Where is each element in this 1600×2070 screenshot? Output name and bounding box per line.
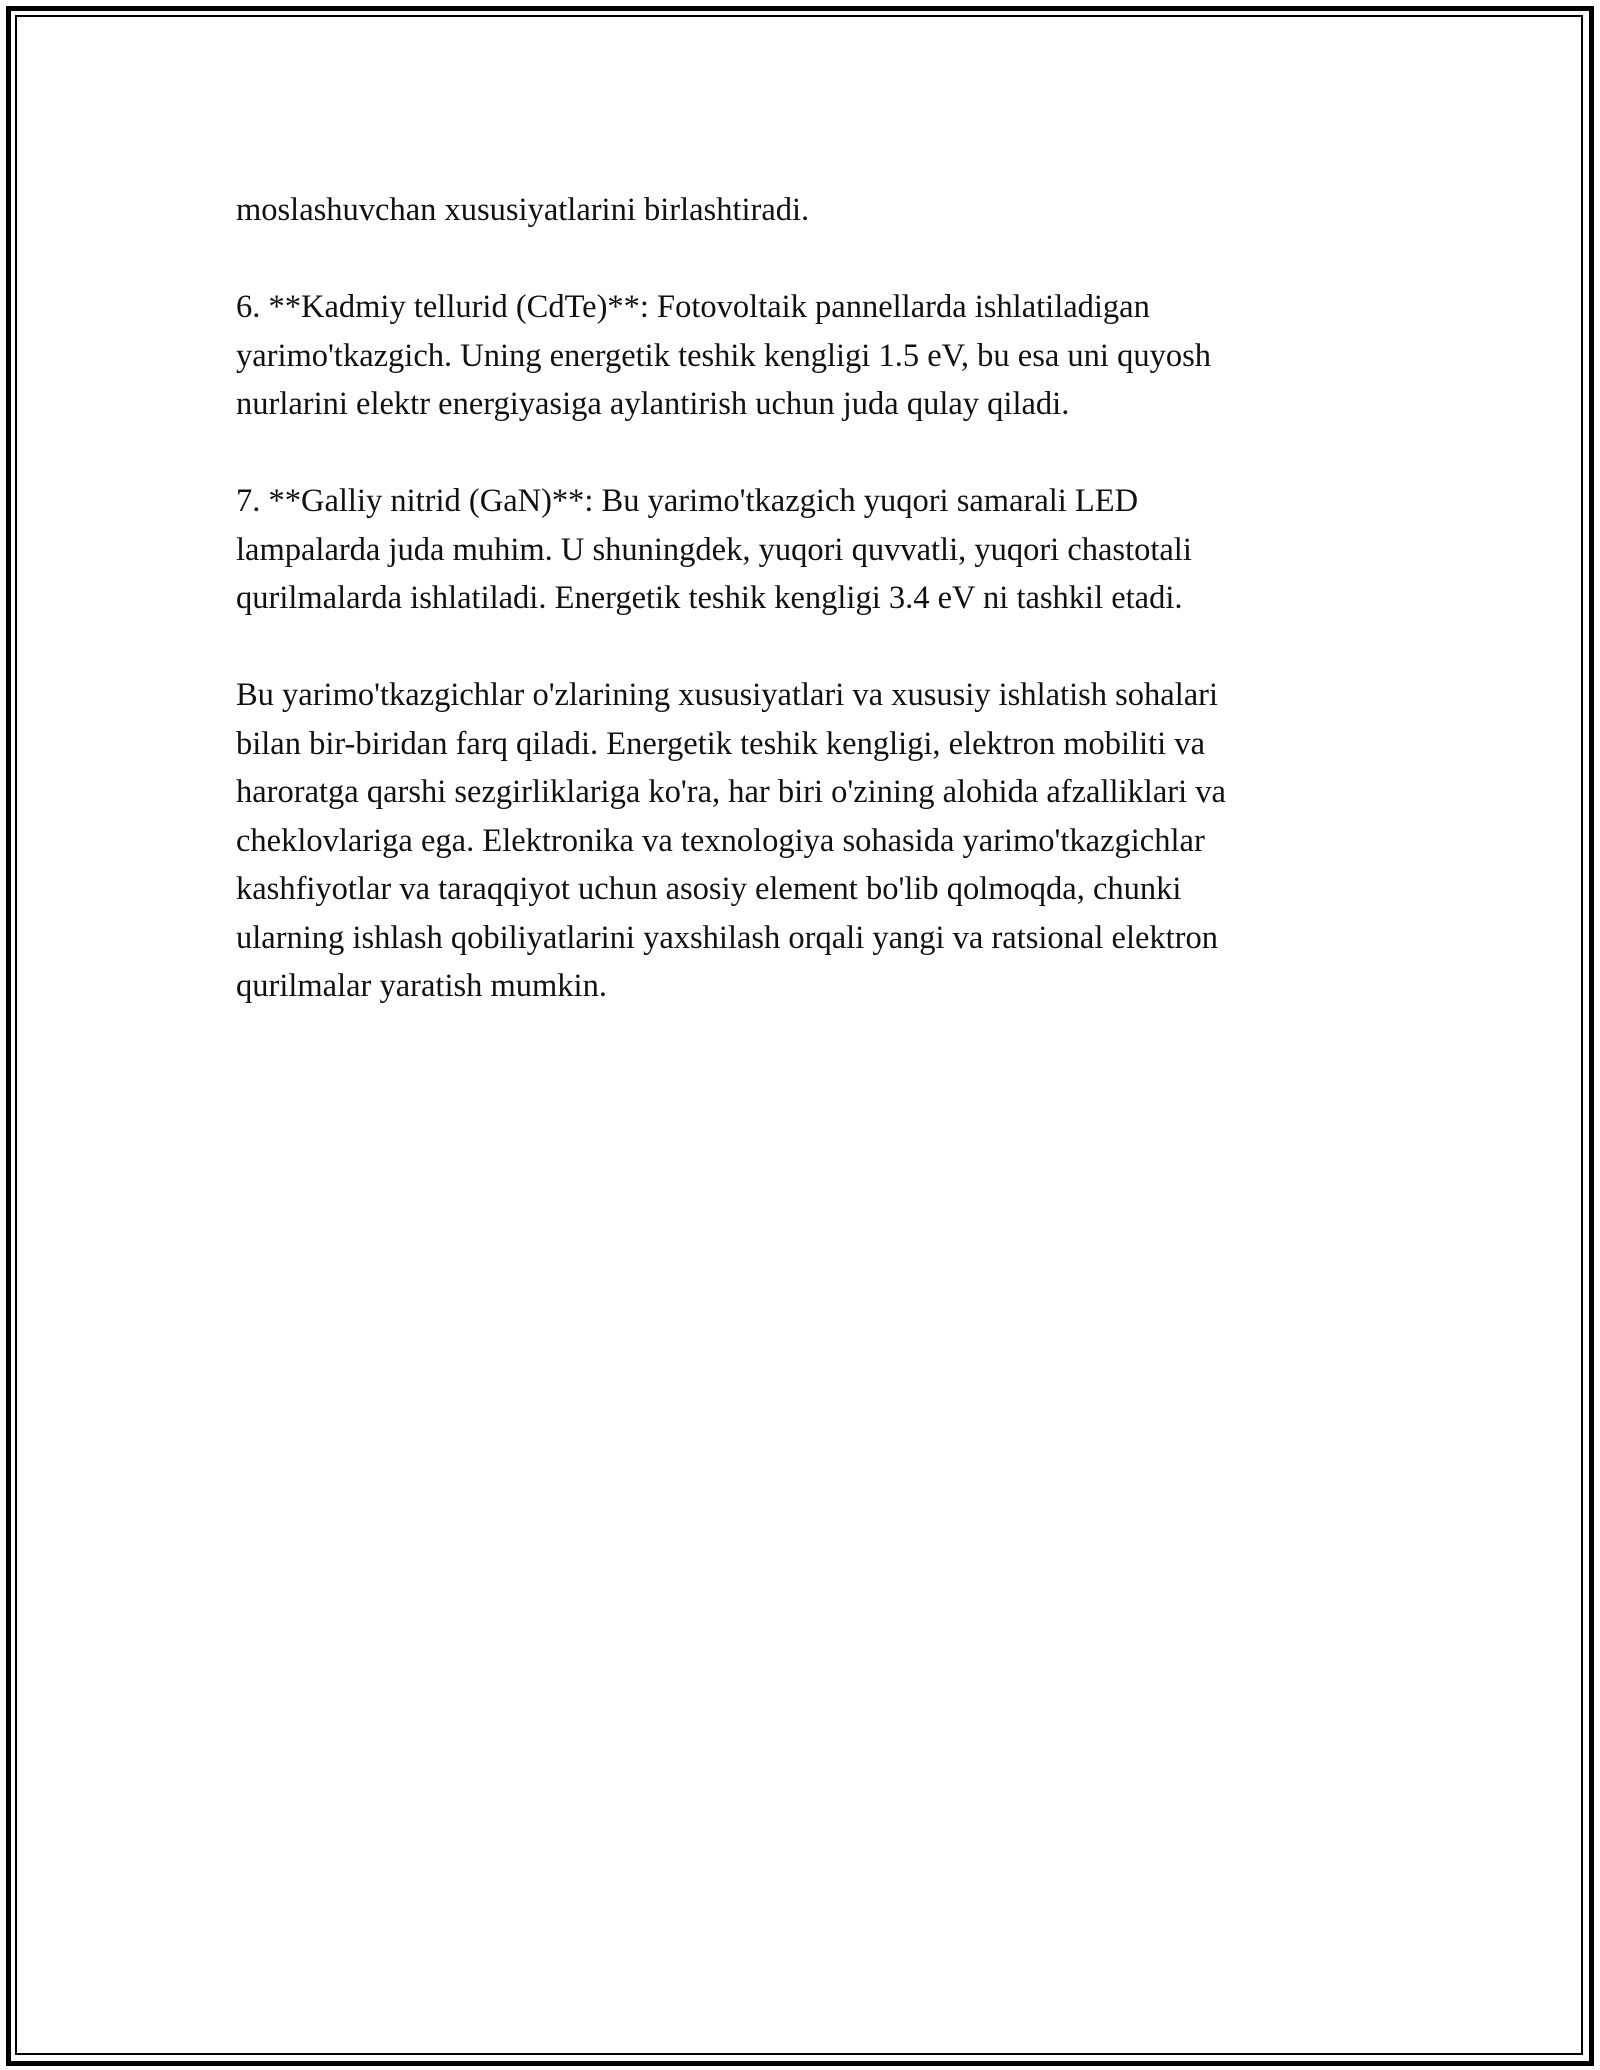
text-line: yarimo'tkazgich. Uning energetik teshik kengligi 1.5 eV, bu esa uni quyosh: [236, 337, 1211, 374]
text-line: nurlarini elektr energiyasiga aylantirish uchun juda qulay qiladi.: [236, 386, 1070, 422]
text-line: haroratga qarshi sezgirliklariga ko'ra, har biri o'zining alohida afzalliklari va: [236, 774, 1226, 810]
text-line: 6. **Kadmiy tellurid (CdTe)**: Fotovoltaik pannellarda ishlatiladigan: [236, 289, 1150, 325]
paragraph-continuation: [236, 186, 1366, 235]
text-line: kashfiyotlar va taraqqiyot uchun asosiy element bo'lib qolmoqda, chunki: [236, 871, 1182, 907]
paragraph-item-6-cdte: [236, 283, 1366, 429]
text-line: qurilmalarda ishlatiladi. Energetik teshik kengligi 3.4 eV ni tashkil etadi.: [236, 580, 1183, 616]
paragraph-item-7-gan: [236, 477, 1366, 623]
text-line: lampalarda juda muhim. U shuningdek, yuqori quvvatli, yuqori chastotali: [236, 531, 1192, 568]
paragraph-conclusion: [236, 671, 1366, 1011]
text-line: qurilmalar yaratish mumkin.: [236, 968, 607, 1004]
text-line: moslashuvchan xususiyatlarini birlashtiradi.: [236, 192, 810, 228]
text-line: cheklovlariga ega. Elektronika va texnologiya sohasida yarimo'tkazgichlar: [236, 822, 1205, 859]
text-line: bilan bir-biridan farq qiladi. Energetik teshik kengligi, elektron mobiliti va: [236, 725, 1206, 762]
text-line: 7. **Galliy nitrid (GaN)**: Bu yarimo'tkazgich yuqori samarali LED: [236, 483, 1139, 519]
text-line: ularning ishlash qobiliyatlarini yaxshilash orqali yangi va ratsional elektron: [236, 919, 1218, 956]
document-body: [236, 186, 1366, 1059]
text-line: Bu yarimo'tkazgichlar o'zlarining xususiyatlari va xususiy ishlatish sohalari: [236, 677, 1218, 713]
